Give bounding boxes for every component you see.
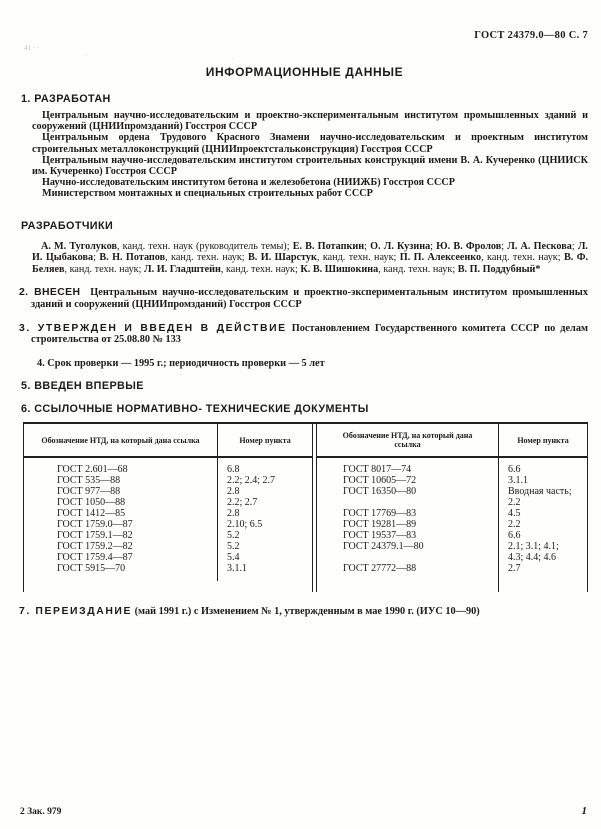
clause-cell: 6.6 — [508, 530, 521, 542]
table-row — [24, 530, 312, 541]
developed-by-list — [21, 110, 588, 200]
table-row — [317, 508, 587, 519]
section-7 — [19, 606, 588, 618]
table-row — [317, 563, 587, 592]
clause-cell: 5.2 — [227, 541, 240, 553]
clause-cell: 6.8 — [227, 464, 240, 476]
section-6-heading: 6. ССЫЛОЧНЫЕ НОРМАТИВНО- ТЕХНИЧЕСКИЕ ДОКУМЕНТЫ — [21, 403, 369, 416]
developer-note: , канд. техн. наук; — [64, 263, 145, 275]
developer-note: , канд. техн. наук (руководитель темы); — [116, 240, 293, 252]
table-row — [24, 552, 312, 563]
developer-note: ; — [364, 240, 371, 252]
developer-note: , канд. техн. наук; — [481, 252, 564, 264]
clause-cell: 2.7 — [508, 563, 521, 575]
clause-cell: 2.8 — [227, 508, 240, 520]
clause-cell: 2.2; 2.4; 2.7 — [227, 475, 276, 487]
developer-org: Научно-исследовательским институтом бетона и железобетона (НИИЖБ) Госстроя СССР — [42, 177, 455, 189]
table-row — [24, 497, 312, 508]
clause-cell: 2.1; 3.1; 4.1; 4.3; 4.4; 4.6 — [508, 541, 559, 564]
developer-name: Л. И. Цыбакова — [32, 240, 588, 264]
doc-cell: ГОСТ 17769—83 — [317, 508, 499, 519]
scan-artifact: 41 · · — [24, 44, 39, 52]
doc-cell: ГОСТ 24379.1—80 — [317, 541, 499, 563]
clause-cell: 2.2; 2.7 — [227, 497, 258, 509]
section-5-heading: 5. ВВЕДЕН ВПЕРВЫЕ — [21, 380, 144, 393]
section-4: 4. Срок проверки — 1995 г.; периодичность проверки — 5 лет — [37, 357, 325, 369]
developer-name: А. М. Туголуков — [41, 240, 117, 252]
section-2-text: Центральным научно-исследовательским и проектно-экспериментальным институтом промышленных зданий и сооружений (ЦНИИпромзданий) Госстроя СССР — [31, 287, 588, 310]
section-3-text: Постановлением Государственного комитета СССР по делам строительства от 25.08.80 № 133 — [31, 322, 588, 346]
developer-note: , канд. техн. наук; — [378, 263, 458, 275]
table-row — [24, 486, 312, 497]
doc-cell: ГОСТ 5915—70 — [24, 563, 218, 581]
section-2-keyword: 2. ВНЕСЕН — [19, 287, 81, 299]
developer-note: ; — [571, 240, 578, 252]
developer-note: ; — [501, 240, 508, 252]
ref-table — [23, 422, 588, 592]
clause-cell: Вводная часть; 2.2 — [508, 486, 572, 509]
doc-cell: ГОСТ 27772—88 — [317, 563, 499, 592]
doc-cell: ГОСТ 1759.1—82 — [24, 530, 218, 541]
clause-cell: 3.1.1 — [508, 475, 528, 487]
doc-cell: ГОСТ 1050—88 — [24, 497, 218, 508]
clause-cell: 5.4 — [227, 552, 240, 564]
clause-cell: 6.6 — [508, 464, 521, 476]
doc-cell: ГОСТ 10605—72 — [317, 475, 499, 486]
section-3-keyword: 3. УТВЕРЖДЕН И ВВЕДЕН В ДЕЙСТВИЕ — [19, 322, 287, 334]
developer-name: Л. И. Гладштейн — [144, 263, 221, 275]
clause-column-header: Номер пункта — [499, 424, 588, 457]
doc-cell: ГОСТ 16350—80 — [317, 486, 499, 508]
developer-name: Ю. В. Фролов — [436, 240, 502, 252]
developer-name: Л. А. Пескова — [507, 240, 572, 252]
developer-name: К. В. Шишокина — [300, 263, 379, 275]
developers-heading: РАЗРАБОТЧИКИ — [21, 219, 114, 232]
doc-cell: ГОСТ 1412—85 — [24, 508, 218, 519]
section-1-heading: 1. РАЗРАБОТАН — [21, 93, 111, 105]
section-2 — [19, 287, 588, 310]
developer-note: ; — [430, 240, 437, 252]
table-row — [317, 486, 587, 508]
page-title: ИНФОРМАЦИОННЫЕ ДАННЫЕ — [205, 65, 404, 79]
table-row — [24, 541, 312, 552]
doc-cell: ГОСТ 1759.2—82 — [24, 541, 218, 552]
table-row — [317, 475, 587, 486]
printer-order-mark: 2 Зак. 979 — [20, 807, 62, 817]
doc-cell: ГОСТ 1759.4—87 — [24, 552, 218, 563]
developer-org: Центральным ордена Трудового Красного Знамени научно-исследовательским и проектным институтом строительных металлоконструкций (ЦНИИпроектстальконструкция) Госстроя СССР — [32, 132, 588, 155]
doc-column-header: Обозначение НТД, на который дана ссылка — [317, 424, 499, 457]
table-row — [317, 530, 587, 541]
ref-table-left-group — [23, 424, 312, 592]
clause-cell: 4.5 — [508, 508, 521, 520]
doc-cell: ГОСТ 2.601—68 — [24, 457, 218, 475]
developers-paragraph — [32, 241, 588, 276]
clause-cell: 2.8 — [227, 486, 240, 498]
scan-artifact: · — [85, 52, 88, 60]
scan-artifact: · — [232, 56, 235, 64]
developer-note: , канд. техн. наук; — [220, 263, 301, 275]
clause-cell: 5.2 — [227, 530, 240, 542]
table-row — [24, 563, 312, 581]
section-7-text: (май 1991 г.) с Изменением № 1, утвержденным в мае 1990 г. (ИУС 10—90) — [134, 606, 480, 618]
developer-name: В. П. Поддубный* — [457, 263, 541, 275]
developer-name: О. Л. Кузина — [370, 240, 431, 252]
clause-cell: 3.1.1 — [227, 563, 247, 575]
doc-cell: ГОСТ 19537—83 — [317, 530, 499, 541]
table-row — [24, 519, 312, 530]
doc-cell: ГОСТ 19281—89 — [317, 519, 499, 530]
developer-org: Центральным научно-исследовательским и проектно-экспериментальным институтом промышленных зданий и сооружений (ЦНИИпромзданий) Госстроя СССР — [32, 110, 588, 133]
section-3 — [19, 322, 588, 346]
developer-note: , канд. техн. наук; — [316, 252, 400, 264]
developer-name: П. П. Алексеенко — [399, 252, 482, 264]
developer-note: ; — [93, 252, 100, 264]
doc-column-header: Обозначение НТД, на который дана ссылка — [24, 424, 218, 457]
developer-name: В. Ф. Беляев — [32, 252, 589, 275]
ref-table-right-group — [317, 424, 588, 592]
table-row — [24, 475, 312, 486]
table-row — [317, 541, 587, 563]
developer-org: Министерством монтажных и специальных строительных работ СССР — [42, 188, 373, 200]
clause-column-header: Номер пункта — [218, 424, 313, 457]
section-7-keyword: 7. ПЕРЕИЗДАНИЕ — [19, 606, 133, 618]
doc-reference: ГОСТ 24379.0—80 С. 7 — [474, 30, 588, 41]
doc-cell: ГОСТ 8017—74 — [317, 457, 499, 475]
doc-cell: ГОСТ 977—88 — [24, 486, 218, 497]
table-row — [317, 519, 587, 530]
developer-org: Центральным научно-исследовательским институтом строительных конструкций имени В. А. Кучеренко (ЦНИИСК им. Кучеренко) Госстроя СССР — [32, 154, 588, 178]
developer-name: В. И. Шарстук — [248, 252, 317, 264]
table-row — [317, 457, 587, 475]
clause-cell: 2.10; 6.5 — [227, 519, 263, 531]
doc-cell: ГОСТ 535—88 — [24, 475, 218, 486]
doc-cell: ГОСТ 1759.0—87 — [24, 519, 218, 530]
developer-name: В. Н. Потапов — [99, 252, 166, 264]
clause-cell: 2.2 — [508, 519, 521, 531]
table-row — [24, 508, 312, 519]
developer-name: Е. В. Потапкин — [292, 240, 365, 252]
developer-note: , канд. техн. наук; — [165, 252, 248, 264]
table-row — [24, 457, 312, 475]
signature-number: 1 — [581, 805, 587, 817]
